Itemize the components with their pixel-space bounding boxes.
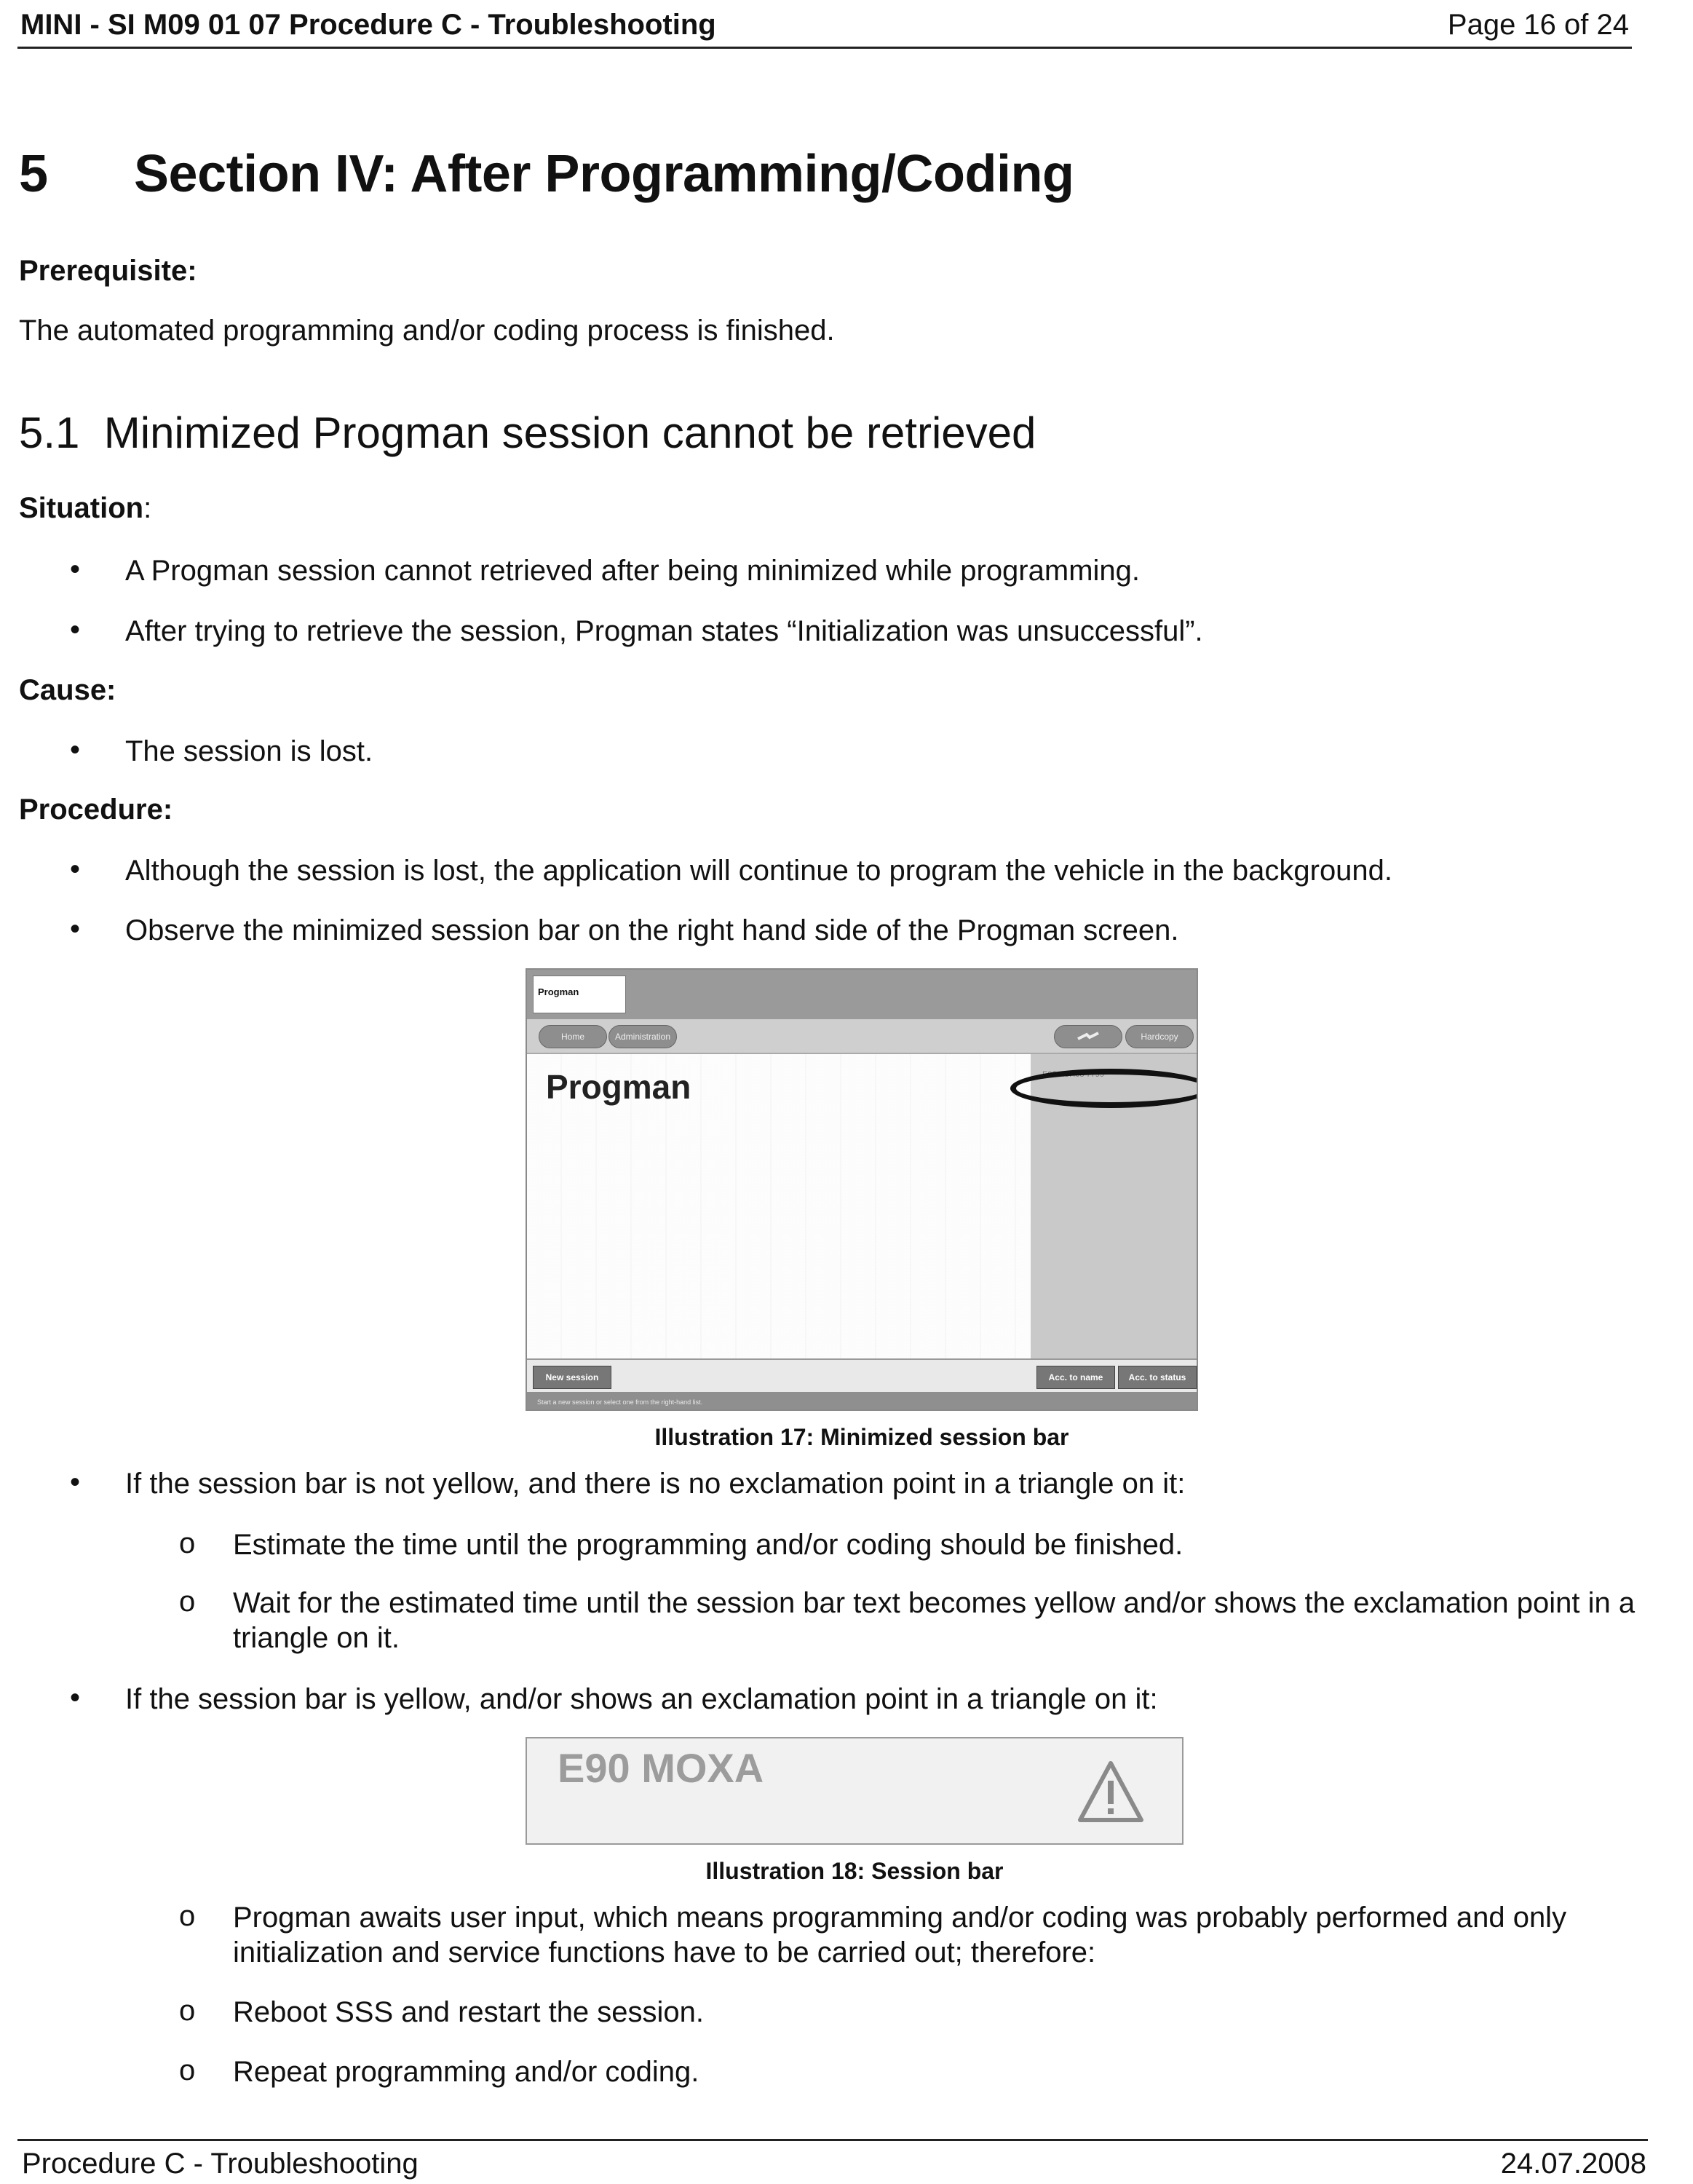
warning-triangle-icon (1076, 1759, 1146, 1824)
bullet-icon: • (70, 853, 81, 885)
subsection-title: Minimized Progman session cannot be retrieved (103, 408, 1036, 457)
section-title: Section IV: After Programming/Coding (134, 145, 1074, 203)
sort-by-name-button[interactable]: Acc. to name (1036, 1366, 1115, 1389)
subsection-number: 5.1 (19, 408, 80, 457)
progman-status-bar: Start a new session or select one from the right-hand list. (527, 1392, 1197, 1411)
hardcopy-button[interactable]: Hardcopy (1125, 1025, 1194, 1048)
sub-bullet-icon: o (179, 1900, 196, 1932)
footer-left: Procedure C - Troubleshooting (22, 2148, 419, 2180)
session-bar-screenshot (526, 1737, 1183, 1845)
prerequisite-text: The automated programming and/or coding process is finished. (19, 314, 835, 347)
not-yellow-condition: If the session bar is not yellow, and there is no exclamation point in a triangle on it: (125, 1468, 1186, 1500)
subsection-heading (19, 408, 1036, 458)
illustration-17-caption: Illustration 17: Minimized session bar (654, 1424, 1069, 1450)
highlight-oval (1010, 1069, 1198, 1108)
session-bar-code: E90 MOXA (558, 1745, 764, 1791)
header-rule (17, 47, 1632, 49)
prerequisite-label: Prerequisite: (19, 255, 197, 287)
situation-label: Situation: (19, 492, 152, 524)
bullet-icon: • (70, 1466, 81, 1498)
new-session-button[interactable]: New session (533, 1366, 611, 1389)
sort-by-status-button[interactable]: Acc. to status (1118, 1366, 1197, 1389)
bullet-icon: • (70, 913, 81, 945)
situation-item: A Progman session cannot retrieved after being minimized while programming. (125, 555, 1141, 587)
progman-title: Progman (546, 1068, 691, 1106)
cause-item: The session is lost. (125, 735, 373, 767)
section-heading (19, 144, 1074, 204)
sub-bullet-icon: o (179, 1586, 196, 1618)
section-number: 5 (19, 145, 48, 203)
bullet-icon: • (70, 614, 81, 646)
bullet-icon: • (70, 1682, 81, 1714)
bullet-icon: • (70, 553, 81, 585)
cause-label: Cause: (19, 674, 116, 706)
footer-rule (17, 2139, 1648, 2141)
bullet-icon: • (70, 734, 81, 766)
sub-bullet-icon: o (179, 1527, 196, 1559)
situation-item: After trying to retrieve the session, Progman states “Initialization was unsuccessful”. (125, 615, 1203, 647)
progman-screenshot (526, 968, 1198, 1411)
not-yellow-step: Wait for the estimated time until the session bar text becomes yellow and/or shows the exclamation point in a triangle on it. (233, 1587, 1635, 1654)
not-yellow-step: Estimate the time until the programming and/or coding should be finished. (233, 1529, 1183, 1561)
wrench-icon (1074, 1029, 1103, 1045)
minimized-session-entry[interactable]: E92 ACH08 7799 (1042, 1070, 1105, 1079)
sub-bullet-icon: o (179, 1995, 196, 2027)
yellow-step: Reboot SSS and restart the session. (233, 1996, 705, 2028)
yellow-step: Progman awaits user input, which means programming and/or coding was probably performed and only initialization and service functions have to be carried out; therefore: (233, 1902, 1567, 1969)
sub-bullet-icon: o (179, 2054, 196, 2086)
document-title: MINI - SI M09 01 07 Procedure C - Troubleshooting (20, 9, 716, 41)
procedure-item: Although the session is lost, the application will continue to program the vehicle in the background. (125, 855, 1393, 887)
yellow-condition: If the session bar is yellow, and/or shows an exclamation point in a triangle on it: (125, 1683, 1158, 1715)
yellow-step: Repeat programming and/or coding. (233, 2056, 699, 2088)
illustration-18-caption: Illustration 18: Session bar (705, 1858, 1004, 1884)
home-button[interactable]: Home (539, 1025, 607, 1048)
footer-date: 24.07.2008 (1500, 2148, 1646, 2180)
procedure-label: Procedure: (19, 794, 173, 826)
tools-button[interactable] (1054, 1025, 1122, 1048)
page-number: Page 16 of 24 (1447, 9, 1629, 41)
progman-bottom-bar (527, 1358, 1197, 1393)
procedure-item: Observe the minimized session bar on the right hand side of the Progman screen. (125, 914, 1179, 946)
progman-topbar (527, 970, 1197, 1019)
administration-button[interactable]: Administration (608, 1025, 677, 1048)
progman-logo: Progman (533, 976, 626, 1013)
progman-navbar (527, 1019, 1197, 1054)
